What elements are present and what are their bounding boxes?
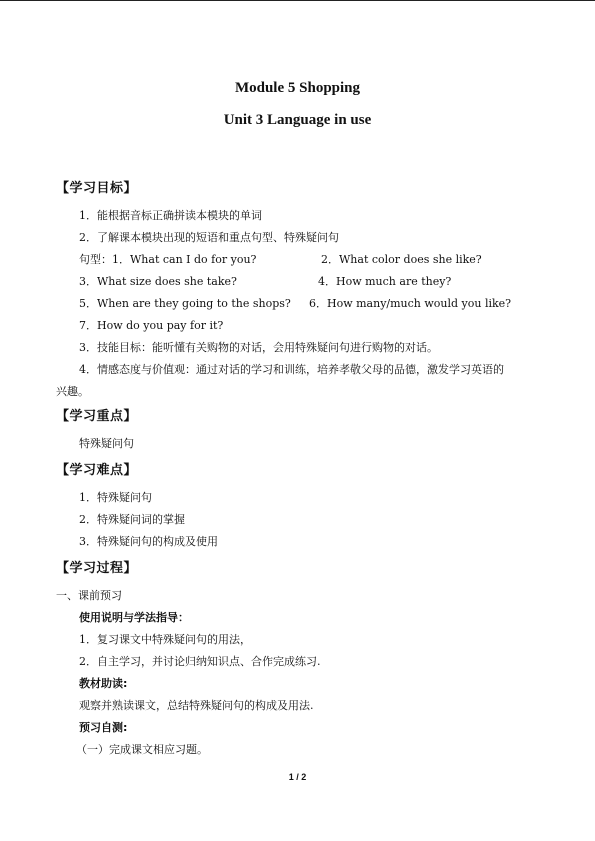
objective-item-4-cont: 兴趣。 <box>56 385 89 398</box>
page-number: 1 / 2 <box>288 772 307 782</box>
objective-item-4: 4．情感态度与价值观：通过对话的学习和训练，培养孝敬父母的品德，激发学习英语的 <box>79 363 504 376</box>
guide-item-2: 2．自主学习，并讨论归纳知识点、合作完成练习. <box>79 655 321 668</box>
material-label: 教材助读: <box>79 677 128 690</box>
material-text: 观察并熟读课文，总结特殊疑问句的构成及用法. <box>79 699 314 712</box>
page-top-border <box>0 0 595 1</box>
guide-label: 使用说明与学法指导： <box>79 611 189 624</box>
key-point-item-1: 特殊疑问句 <box>79 437 134 450</box>
key-points-heading: 【学习重点】 <box>56 409 138 424</box>
difficulty-item-1: 1．特殊疑问句 <box>79 491 152 504</box>
pattern-5: 5．When are they going to the shops? <box>79 297 291 310</box>
self-test-label: 预习自测: <box>79 721 128 734</box>
pattern-7: 7．How do you pay for it? <box>79 319 224 332</box>
pattern-2: 2．What color does she like? <box>321 253 482 266</box>
pattern-3: 3．What size does she take? <box>79 275 237 288</box>
difficulty-item-3: 3．特殊疑问句的构成及使用 <box>79 535 218 548</box>
objective-item-2: 2．了解课本模块出现的短语和重点句型、特殊疑问句 <box>79 231 339 244</box>
page-subtitle: Unit 3 Language in use <box>223 112 372 128</box>
pattern-6: 6．How many/much would you like? <box>309 297 512 310</box>
difficulty-item-2: 2．特殊疑问词的掌握 <box>79 513 185 526</box>
page-title: Module 5 Shopping <box>234 80 361 96</box>
pattern-4: 4．How much are they? <box>318 275 452 288</box>
difficulties-heading: 【学习难点】 <box>56 463 138 478</box>
process-heading: 【学习过程】 <box>56 561 138 576</box>
objectives-heading: 【学习目标】 <box>56 181 138 196</box>
self-test-item-1: （一）完成课文相应习题。 <box>76 743 208 756</box>
guide-item-1: 1．复习课文中特殊疑问句的用法， <box>79 633 251 646</box>
objective-item-1: 1．能根据音标正确拼读本模块的单词 <box>79 209 262 222</box>
objective-item-3: 3．技能目标：能听懂有关购物的对话，会用特殊疑问句进行购物的对话。 <box>79 341 438 354</box>
pattern-1: 句型：1．What can I do for you? <box>79 253 257 266</box>
process-section-1: 一、课前预习 <box>56 589 122 602</box>
